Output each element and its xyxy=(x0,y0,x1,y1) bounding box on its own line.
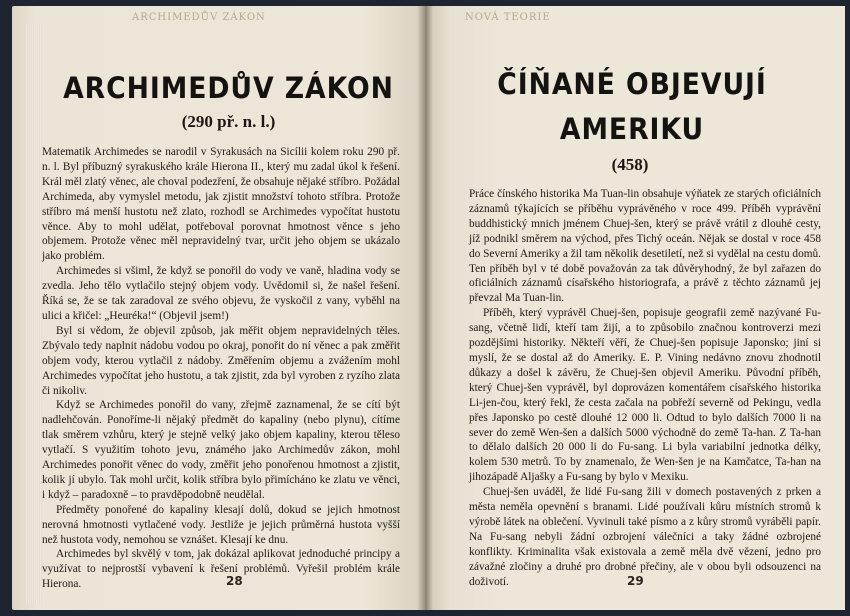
chapter-title-right-line1: ČÍŇANÉ OBJEVUJÍ xyxy=(497,67,767,101)
paragraph: Chuej-šen uváděl, že lidé Fu-sang žili v domech postavených z prken a města neměla opevnění s branami. Lidé používali kůru místních stromů k výrobě látek na oblečení. Vyvinuli také písmo a z kůry stromů vyráběli papír. Na Fu-sang nebyli žádní ozbrojení válečníci a taky žádné ozbrojené konflikty. Kriminalita však existovala a země měla dvě vězení, jedno pro závažné zločiny a druhé pro drobné přečiny, ale v obou byli odsouzenci na doživotí. xyxy=(469,486,821,588)
paragraph: Když se Archimedes ponořil do vany, zřejmě zaznamenal, že se cítí být nadlehčován. Ponoříme-li nějaký předmět do kapaliny (nebo plynu), cítíme tlak směrem vzhůru, který je stejně velký jako objem kapaliny, kterou těleso vytlačí. S využitím tohoto jevu, známého jako Archimedův zákon, mohl Archimedes ponořit věnec do vody, změřit jeho ponořenou hmotnost a zjistit, kolik jí ubylo. Tak mohl určit, kolik stříbra bylo přimícháno ke zlatu ve věnci, i když – paradoxně – to pravděpodobně neudělal. xyxy=(42,399,400,501)
paragraph: Příběh, který vyprávěl Chuej-šen, popisuje geografii země nazývané Fu-sang, včetně lidí, kteří tam žijí, a to způsobilo značnou kontroverzi mezi pozdějšími historiky. Někteří věří, že Chuej-šen popisuje Japonsko; jiní si myslí, že se dostal až do Ameriky. E. P. Vining nedávno znovu zhodnotil důkazy a došel k závěru, že Chuej-šen objevil Ameriku. Původní příběh, který Chuej-šen vyprávěl, byl doprovázen komentářem císařského historika Li-jen-čou, který řekl, že cesta začala na pobřeží severně od Pekingu, vedla přes Japonsko po cestě dlouhé 12 000 li. Odtud to bylo dalších 7000 li na sever do země Wen-šen a dalších 5000 východně do země Ta-han. Z Ta-han to dělalo dalších 20 000 li do Fu-sang. Li byla variabilní jednotka délky, kolem 530 metrů. To by znamenalo, že Wen-šen je na Kamčatce, Ta-han na jihozápadě Aljašky a Fu-sang by bylo v Mexiku. xyxy=(469,307,821,484)
book-gutter xyxy=(417,6,433,610)
left-page xyxy=(12,6,425,610)
chapter-title-right-line2: AMERIKU xyxy=(559,112,705,146)
chapter-date-left: (290 př. n. l.) xyxy=(181,112,276,131)
page-number-left: 28 xyxy=(226,574,243,588)
chapter-date-right: (458) xyxy=(611,155,649,174)
right-page xyxy=(425,6,845,610)
paragraph: Práce čínského historika Ma Tuan-lin obsahuje výňatek ze starých oficiálních záznamů týkajících se příběhu vyprávěného v roce 499. Příběh vyprávění buddhistický mnich jménem Chuej-šen, který se právě vrátil z dlouhé cesty, jíž podnikl směrem na východ, přes Tichý oceán. Nějak se dostal v roce 458 do Severní Ameriky a žil tam několik desetiletí, než si vydělal na cestu domů. Ten příběh byl v té době považován za tak důvěryhodný, že byl zařazen do oficiálních záznamů císařského historiografa, a právě z těchto záznamů jej převzal Ma Tuan-lin. xyxy=(469,188,821,305)
paragraph: Matematik Archimedes se narodil v Syrakusách na Sicílii kolem roku 290 př. n. l. Byl příbuzný syrakuského krále Hierona II., který mu zadal úkol k řešení. Král měl zlatý věnec, ale choval podezření, že obsahuje nějaké stříbro. Požádal Archimeda, aby vymyslel metodu, jak zjistit množství tohoto stříbra. Protože stříbro má menší hustotu než zlato, rozhodl se Archimedes vypočítat hustotu věnce. Aby to mohl udělat, potřeboval porovnat hmotnost věnce s jeho objemem. Protože věnec měl nepravidelný tvar, určit jeho objem se ukázalo jako problém. xyxy=(42,146,400,263)
page-edges xyxy=(26,24,42,604)
paragraph: Byl si vědom, že objevil způsob, jak měřit objem nepravidelných těles. Zbývalo tedy naplnit nádobu vodou po okraj, ponořit do ní věnec a pak změřit objem vody, kterou vytlačil z nádoby. Změřením objemu a zvážením mohl Archimedes vypočítat jeho hustotu, a tak zjistit, zda byl vyroben z ryzího zlata či nikoliv. xyxy=(42,324,400,397)
running-head-right: NOVÁ TEORIE xyxy=(465,12,551,23)
body-text-right xyxy=(469,187,821,589)
running-head-left: ARCHIMEDŮV ZÁKON xyxy=(132,12,266,23)
paragraph: Archimedes si všiml, že když se ponořil do vody ve vaně, hladina vody se zvedla. Jeho tělo vytlačilo stejný objem vody. Uvědomil si, že našel řešení. Říká se, že se tak zaradoval ze svého objevu, že vyskočil z vany, vyběhl na ulici a křičel: „Heuréka!“ (Objevil jsem!) xyxy=(42,265,400,322)
chapter-title-left: ARCHIMEDŮV ZÁKON xyxy=(63,71,394,105)
body-text-left xyxy=(42,145,400,592)
paragraph: Archimedes byl skvělý v tom, jak dokázal aplikovat jednoduché principy a využívat to nejprostší vybavení k řešení problémů. Vyřešil problém krále Hierona. xyxy=(42,548,400,591)
paragraph: Předměty ponořené do kapaliny klesají dolů, dokud se jejich hmotnost nerovná hmotnosti vytlačené vody. Jestliže je jejich průměrná hustota vyšší než hustota vody, nemohou se vznášet. Klesají ke dnu. xyxy=(42,503,400,546)
page-number-right: 29 xyxy=(627,574,644,588)
